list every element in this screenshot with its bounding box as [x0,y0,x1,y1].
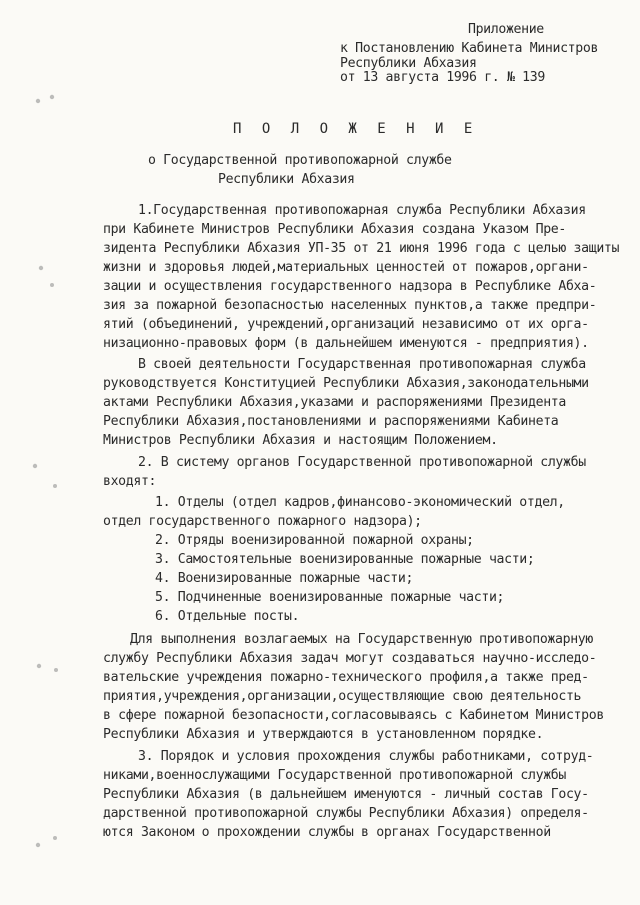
margin-mark [53,836,57,840]
body-line: при Кабинете Министров Республики Абхазия создана Указом Пре- [103,222,566,237]
body-line: Для выполнения возлагаемых на Государственную противопожарную [130,632,593,647]
list-item: 1. Отделы (отдел кадров,финансово-экономический отдел, [155,495,565,510]
body-line: Республики Абхазия,постановлениями и распоряжениями Кабинета [103,414,559,429]
body-line: приятия,учреждения,организации,осуществляющие свою деятельность [103,689,582,704]
subtitle-line-1: о Государственной противопожарной службе [148,153,452,168]
body-line: 3. Порядок и условия прохождения службы работниками, сотруд- [138,749,594,764]
list-item: 3. Самостоятельные военизированные пожарные части; [155,552,535,567]
margin-mark [36,843,40,847]
body-line: низационно-правовых форм (в дальнейшем именуются - предприятия). [103,336,589,351]
body-line: актами Республики Абхазия,указами и распоряжениями Президента [103,395,566,410]
header-line-1: к Постановлению Кабинета Министров [340,41,599,56]
body-line: 1.Государственная противопожарная служба Республики Абхазия [138,203,586,218]
subtitle-line-2: Республики Абхазия [218,172,355,187]
body-line: зации и осуществления государственного надзора в Республике Абха- [103,279,597,294]
body-line: руководствуется Конституцией Республики Абхазия,законодательными [103,376,589,391]
margin-marks [0,0,80,905]
margin-mark [33,464,37,468]
header-line-3: от 13 августа 1996 г. № 139 [340,70,545,85]
margin-mark [36,99,40,103]
body-line: ются Законом о прохождении службы в органах Государственной [103,825,551,840]
body-line: В своей деятельности Государственная противопожарная служба [138,357,586,372]
list-item: 6. Отдельные посты. [155,609,300,624]
body-line: 2. В систему органов Государственной противопожарной службы [138,455,586,470]
margin-mark [37,664,41,668]
list-item: 2. Отряды военизированной пожарной охраны; [155,533,474,548]
body-line: в сфере пожарной безопасности,согласовываясь с Кабинетом Министров [103,708,604,723]
document-title: П О Л О Ж Е Н И Е [233,121,479,137]
body-line: дарственной противопожарной службы Республики Абхазия) определя- [103,806,589,821]
appendix-label: Приложение [468,22,544,37]
margin-mark [50,283,54,287]
body-line: жизни и здоровья людей,материальных ценностей от пожаров,органи- [103,260,589,275]
margin-mark [39,266,43,270]
body-line: Республики Абхазия (в дальнейшем именуются - личный состав Госу- [103,787,589,802]
list-item: 4. Военизированные пожарные части; [155,571,414,586]
margin-mark [53,484,57,488]
list-item: отдел государственного пожарного надзора); [103,514,422,529]
body-line: ятий (объединений, учреждений,организаций независимо от их орга- [103,317,589,332]
body-line: службу Республики Абхазия задач могут создаваться научно-исследо- [103,651,597,666]
body-line: вательские учреждения пожарно-технического профиля,а также пред- [103,670,589,685]
body-line: Республики Абхазия и утверждаются в установленном порядке. [103,727,544,742]
body-line: никами,военнослужащими Государственной противопожарной службы [103,768,566,783]
body-line: входят: [103,474,157,489]
margin-mark [50,95,54,99]
body-line: зия за пожарной безопасностью населенных пунктов,а также предпри- [103,298,597,313]
list-item: 5. Подчиненные военизированные пожарные части; [155,590,505,605]
header-line-2: Республики Абхазия [340,56,477,71]
margin-mark [54,668,58,672]
body-line: Министров Республики Абхазия и настоящим Положением. [103,433,498,448]
body-line: зидента Республики Абхазия УП-35 от 21 июня 1996 года с целью защиты [103,241,620,256]
